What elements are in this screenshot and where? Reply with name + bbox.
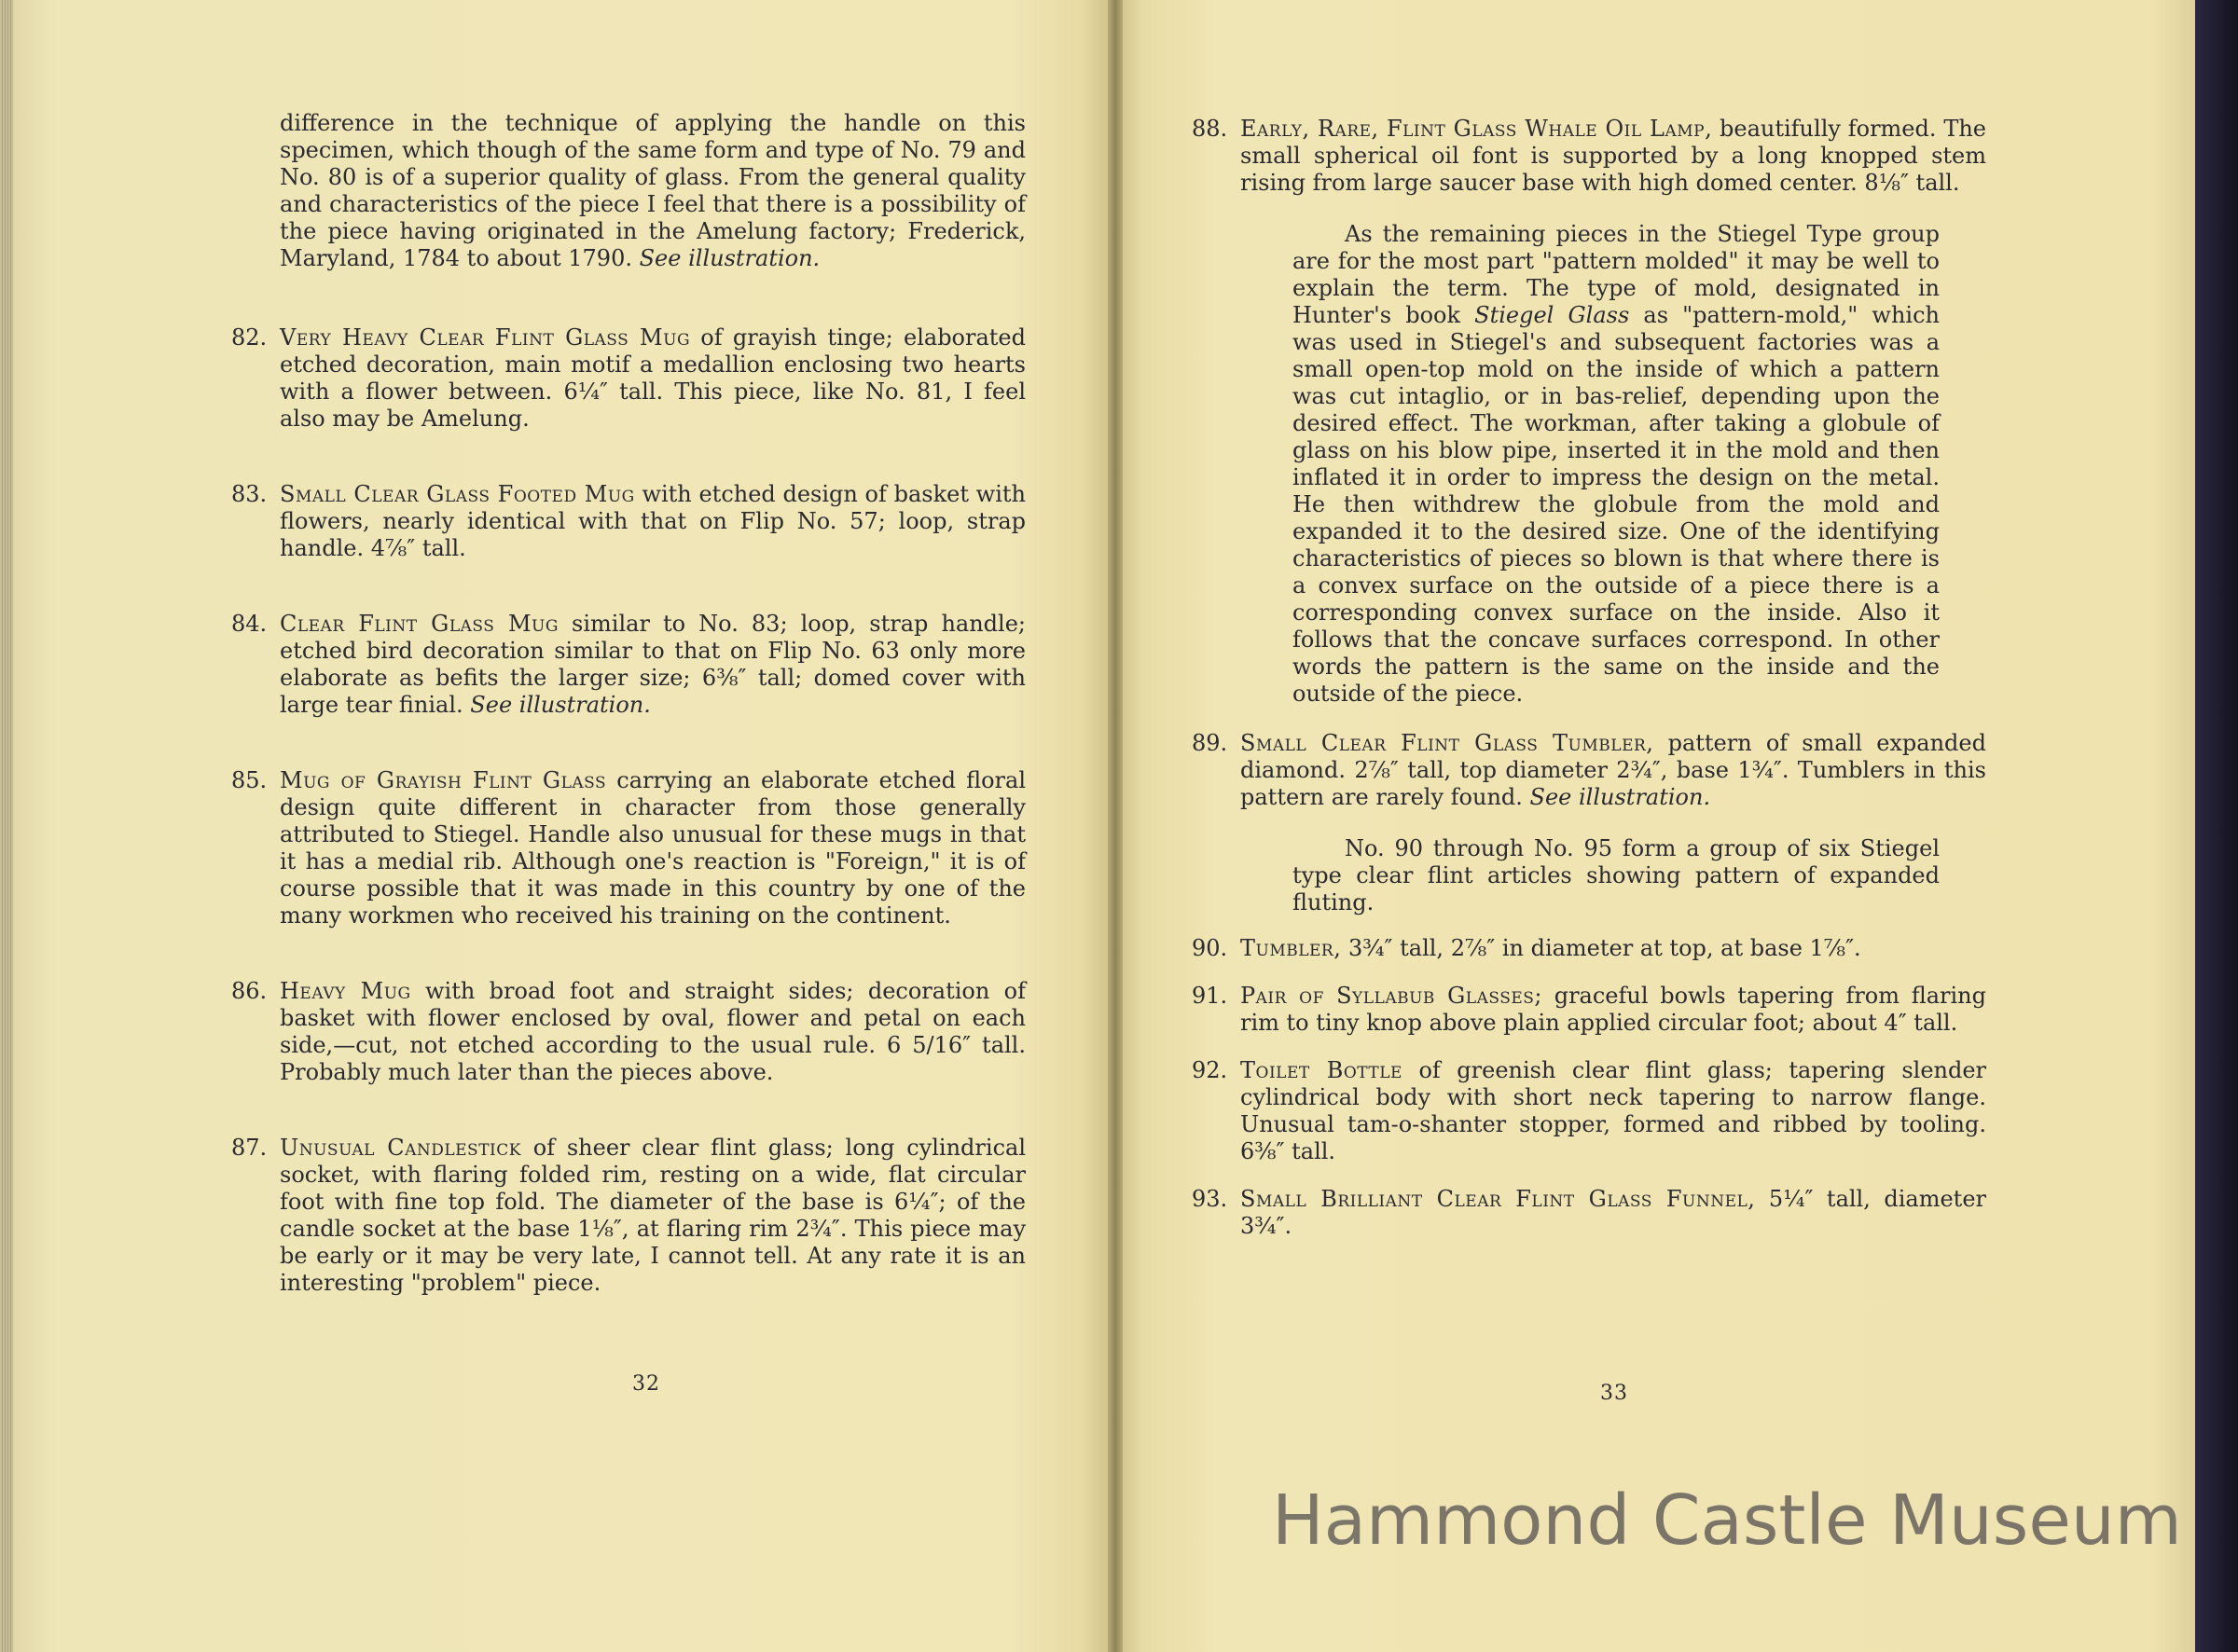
entry-90: [1192, 935, 1986, 962]
entry-title: Small Clear Flint Glass Tumbler,: [1240, 730, 1654, 756]
entry-number: 86.: [231, 978, 268, 1004]
entry-83: [231, 481, 1026, 562]
group-note: No. 90 through No. 95 form a group of six Stiegel type clear flint articles showing pattern of expanded fluting.: [1292, 835, 1940, 915]
entry-number: 93.: [1192, 1186, 1228, 1212]
entry-number: 82.: [231, 324, 268, 351]
page-number-left: 32: [632, 1372, 660, 1396]
entry-text: similar to No. 83; loop, strap handle; etched bird decoration similar to that on Flip No. 63 only more elaborate as befits the larger size; 6⅜″ tall; domed cover with large tear finial.: [280, 611, 1027, 718]
pattern-molded-note: [1292, 221, 1940, 708]
right-text-column: [1192, 116, 1987, 1240]
entry-italic: See illustration.: [470, 692, 651, 718]
entry-number: 84.: [231, 611, 268, 637]
note-text-cont: as "pattern-mold," which was used in Stiegel's and subsequent factories was a small open-top mold on the inside of which a pattern was cut intaglio, or in bas-relief, depending upon the desired effect. The workman, after taking a globule of glass on his blow pipe, inserted it in the mold and then inflated it in order to impress the design on the metal. He then withdrew the globule from the mold and expanded it to the desired size. One of the identifying characteristics of pieces so blown is that where there is a convex surface on the outside of a piece there is a corresponding convex surface on the inside. Also it follows that the concave surfaces correspond. In other words the pattern is the same on the inside and the outside of the piece.: [1292, 302, 1940, 707]
entry-text: of sheer clear flint glass; long cylindrical socket, with flaring folded rim, resting on a wide, flat circular foot with fine top fold. The diameter of the base is 6¼″; of the candle socket at the base 1⅛″, at flaring rim 2¾″. This piece may be early or it may be very late, I cannot tell. At any rate it is an interesting "problem" piece.: [280, 1135, 1026, 1296]
page-edges: [0, 0, 13, 1652]
entry-number: 90.: [1192, 935, 1228, 961]
entry-91: [1192, 983, 1987, 1037]
left-text-column: [231, 110, 1027, 1297]
note-text: As the remaining pieces in the Stiegel Type group are for the most part "pattern molded" it may be well to explain the term. The type of mold, designated in Hunter's book: [1292, 221, 1940, 328]
entry-text: of grayish tinge; elaborated etched decoration, main motif a medallion enclosing two hearts with a flower between. 6¼″ tall. This piece, like No. 81, I feel also may be Amelung.: [280, 324, 1026, 432]
entry-number: 91.: [1192, 983, 1228, 1009]
entry-86: [231, 978, 1026, 1086]
entry-89: [1192, 730, 1986, 811]
entry-title: Clear Flint Glass Mug: [280, 611, 559, 637]
entry-text: with broad foot and straight sides; decoration of basket with flower enclosed by oval, flower and petal on each side,—cut, not etched according to the usual rule. 6 5/16″ tall. Probably much later than the pieces above.: [280, 978, 1026, 1085]
entry-title: Early, Rare, Flint Glass Whale Oil Lamp,: [1240, 116, 1713, 142]
entry-title: Mug of Grayish Flint Glass: [280, 767, 607, 793]
entry-number: 89.: [1192, 730, 1228, 756]
entry-93: [1192, 1186, 1986, 1240]
entry-number: 92.: [1192, 1057, 1228, 1083]
entry-text: with etched design of basket with flowers, nearly identical with that on Flip No. 57; loop, strap handle. 4⅞″ tall.: [280, 481, 1026, 561]
continuation-text: difference in the technique of applying the handle on this specimen, which though of the same form and type of No. 79 and No. 80 is of a superior quality of glass. From the general quality and characteristics of the piece I feel that there is a possibility of the piece having originated in the Amelung factory; Frederick, Maryland, 1784 to about 1790.: [280, 110, 1026, 271]
entry-82: [231, 324, 1026, 433]
entry-92: [1192, 1057, 1987, 1165]
page-number-right: 33: [1600, 1382, 1628, 1405]
entry-number: 88.: [1192, 116, 1228, 142]
book-cover-edge: [2195, 0, 2238, 1652]
entry-title: Small Clear Glass Footed Mug: [280, 481, 635, 507]
entry-title: Tumbler,: [1240, 935, 1342, 961]
entry-85: [231, 767, 1026, 929]
entry-title: Heavy Mug: [280, 978, 411, 1004]
continuation-paragraph: [280, 110, 1026, 272]
entry-text: 5¼″ tall, diameter 3¾″.: [1240, 1186, 1986, 1239]
entry-title: Toilet Bottle: [1240, 1057, 1402, 1083]
entry-number: 87.: [231, 1135, 268, 1161]
entry-text: 3¾″ tall, 2⅞″ in diameter at top, at base 1⅞″.: [1341, 935, 1861, 961]
entry-title: Unusual Candlestick: [280, 1135, 521, 1161]
entry-text: beautifully formed. The small spherical oil font is supported by a long knopped stem rising from large saucer base with high domed center. 8⅛″ tall.: [1240, 116, 1986, 196]
entry-title: Small Brilliant Clear Flint Glass Funnel,: [1240, 1186, 1756, 1212]
note-book-title: Stiegel Glass: [1474, 302, 1630, 328]
entry-number: 85.: [231, 767, 268, 793]
entry-title: Pair of Syllabub Glasses;: [1240, 983, 1542, 1009]
entry-number: 83.: [231, 481, 268, 507]
entry-88: [1192, 116, 1986, 197]
entry-84: [231, 611, 1027, 719]
continuation-italic: See illustration.: [639, 245, 821, 271]
entry-title: Very Heavy Clear Flint Glass Mug: [280, 324, 691, 351]
museum-watermark: Hammond Castle Museum: [1272, 1480, 2182, 1561]
entry-text: carrying an elaborate etched floral design quite different in character from those generally attributed to Stiegel. Handle also unusual for these mugs in that it has a medial rib. Although one's reaction is "Foreign," it is of course possible that it was made in this country by one of the many workmen who received his training on the continent.: [280, 767, 1026, 929]
book-gutter: [1108, 0, 1123, 1652]
entry-text: pattern of small expanded diamond. 2⅞″ tall, top diameter 2¾″, base 1¾″. Tumblers in this pattern are rarely found.: [1240, 730, 1986, 810]
entry-text: of greenish clear flint glass; tapering slender cylindrical body with short neck tapering to narrow flange. Unusual tam-o-shanter stopper, formed and ribbed by tooling. 6⅜″ tall.: [1240, 1057, 1987, 1164]
entry-text: graceful bowls tapering from flaring rim to tiny knop above plain applied circular foot; about 4″ tall.: [1240, 983, 1987, 1036]
entry-87: [231, 1135, 1026, 1297]
entry-italic: See illustration.: [1529, 784, 1711, 810]
